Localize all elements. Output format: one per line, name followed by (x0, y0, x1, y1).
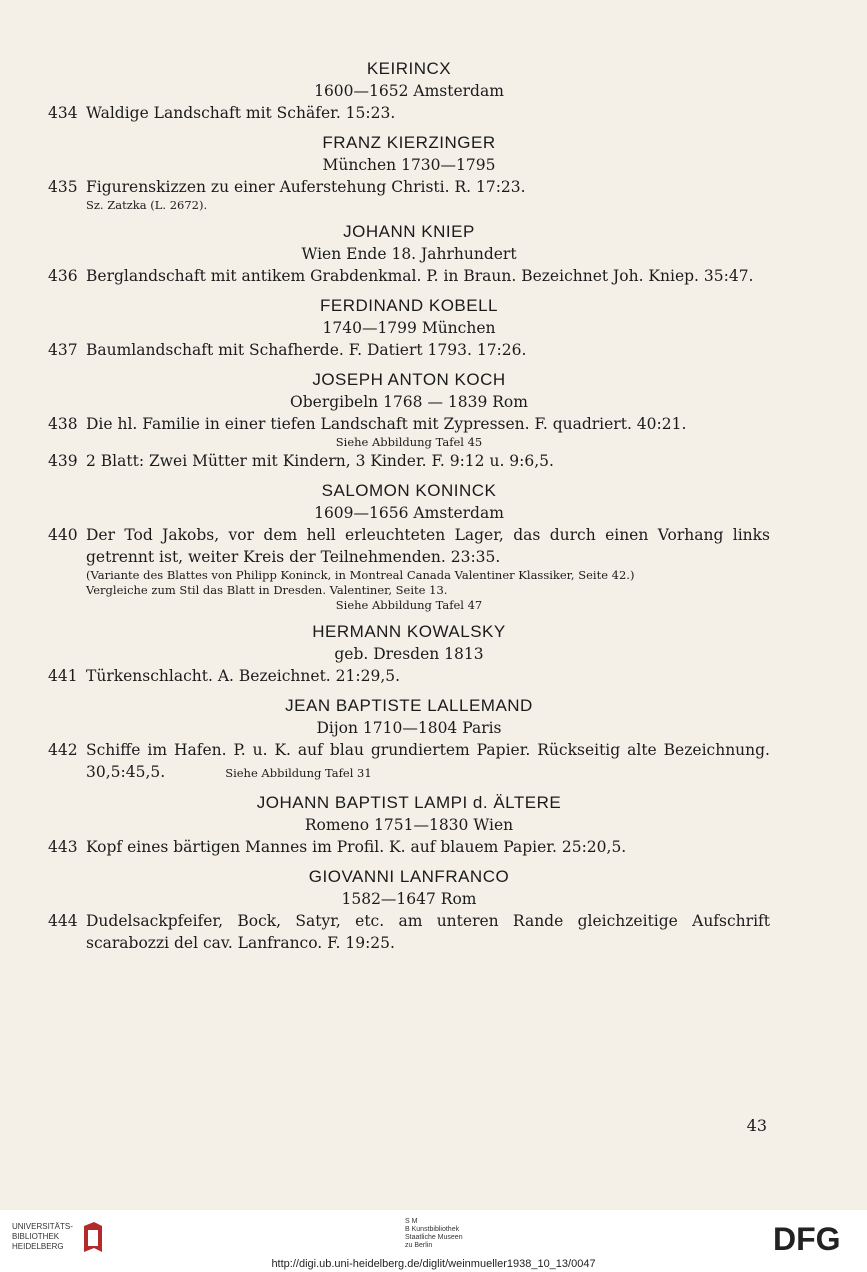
entry-number: 434 (48, 104, 78, 122)
artist-dates: 1740—1799 München (322, 319, 496, 337)
catalog-entry (48, 102, 770, 124)
entry-description (86, 265, 770, 287)
figure-reference: Siehe Abbildung Tafel 47 (335, 598, 483, 612)
entry-number: 440 (48, 526, 78, 544)
catalog-entry (48, 339, 770, 361)
entry-text: Kopf eines bärtigen Mannes im Profil. K. auf blauem Papier. 25:20,5. (86, 838, 627, 856)
artist-section (48, 295, 770, 361)
entry-description (86, 524, 770, 568)
artist-section (48, 621, 770, 687)
entry-text: Waldige Landschaft mit Schäfer. 15:23. (86, 104, 396, 122)
artist-section (48, 132, 770, 213)
entry-text: 2 Blatt: Zwei Mütter mit Kindern, 3 Kinder. F. 9:12 u. 9:6,5. (86, 452, 554, 470)
artist-dates: 1600—1652 Amsterdam (314, 82, 504, 100)
artist-section (48, 369, 770, 472)
artist-dates: Romeno 1751—1830 Wien (304, 816, 514, 834)
catalog-entry (48, 176, 770, 198)
figure-reference: Siehe Abbildung Tafel 31 (225, 766, 372, 780)
entry-text: Türkenschlacht. A. Bezeichnet. 21:29,5. (86, 667, 401, 685)
artist-section (48, 792, 770, 858)
entry-description (86, 739, 770, 784)
entry-description (86, 450, 770, 472)
catalog-content (48, 50, 770, 954)
dfg-logo-icon (773, 1222, 855, 1254)
artist-name: JEAN BAPTISTE LALLEMAND (285, 696, 533, 715)
artist-name: JOHANN BAPTIST LAMPI d. ÄLTERE (256, 793, 562, 812)
entry-number: 443 (48, 838, 78, 856)
entry-number: 442 (48, 741, 78, 759)
dfg-logo-text: DFG (773, 1222, 841, 1254)
entry-note: Sz. Zatzka (L. 2672). (86, 198, 208, 212)
artist-section (48, 695, 770, 784)
entry-number: 441 (48, 667, 78, 685)
figure-reference: Siehe Abbildung Tafel 45 (335, 435, 483, 449)
artist-name: KEIRINCX (366, 59, 452, 78)
artist-section (48, 866, 770, 954)
artist-name: FERDINAND KOBELL (319, 296, 499, 315)
catalog-entry (48, 910, 770, 954)
university-name: UNIVERSITÄTS- BIBLIOTHEK HEIDELBERG (12, 1222, 73, 1251)
artist-dates: 1609—1656 Amsterdam (314, 504, 504, 522)
library-emblem-icon (82, 1222, 104, 1254)
artist-dates: München 1730—1795 (322, 156, 496, 174)
artist-section (48, 58, 770, 124)
university-library-logo[interactable] (12, 1222, 132, 1256)
artist-section (48, 221, 770, 287)
source-url-link[interactable]: http://digi.ub.uni-heidelberg.de/diglit/weinmueller1938_10_13/0047 (271, 1258, 596, 1270)
artist-section (48, 480, 770, 613)
entry-text: Die hl. Familie in einer tiefen Landschaft mit Zypressen. F. quadriert. 40:21. (86, 415, 687, 433)
entry-text: Figurenskizzen zu einer Auferstehung Christi. R. 17:23. (86, 178, 526, 196)
entry-description (86, 836, 770, 858)
entry-text: Schiffe im Hafen. P. u. K. auf blau grundiertem Papier. Rückseitig alte Bezeichnung. 30,5:45,5. (86, 741, 770, 781)
entry-description (86, 665, 770, 687)
artist-name: JOHANN KNIEP (343, 222, 475, 241)
entry-number: 435 (48, 178, 78, 196)
dfg-logo[interactable] (773, 1222, 855, 1254)
entry-number: 438 (48, 415, 78, 433)
artist-name: GIOVANNI LANFRANCO (308, 867, 510, 886)
catalog-entry (48, 836, 770, 858)
entry-description (86, 413, 770, 435)
artist-name: SALOMON KONINCK (321, 481, 497, 500)
footer-bar (0, 1210, 867, 1272)
catalog-entry (48, 265, 770, 287)
catalog-entry (48, 739, 770, 784)
catalog-entry (48, 524, 770, 568)
artist-name: FRANZ KIERZINGER (322, 133, 496, 152)
artist-dates: Wien Ende 18. Jahrhundert (301, 245, 517, 263)
entry-number: 437 (48, 341, 78, 359)
artist-dates: 1582—1647 Rom (341, 890, 477, 908)
entry-note: Vergleiche zum Stil das Blatt in Dresden. Valentiner, Seite 13. (86, 583, 448, 597)
entry-text: Baumlandschaft mit Schafherde. F. Datiert 1793. 17:26. (86, 341, 527, 359)
sm-kunstbibliothek-logo[interactable]: S M B Kunstbibliothek Staatliche Museen zu Berlin (405, 1218, 463, 1249)
entry-text: Der Tod Jakobs, vor dem hell erleuchteten Lager, das durch einen Vorhang links getrennt ist, weiter Kreis der Teilnehmenden. 23:35. (86, 526, 770, 566)
entry-note: (Variante des Blattes von Philipp Koninck, in Montreal Canada Valentiner Klassiker, Seite 42.) (86, 568, 635, 582)
artist-dates: geb. Dresden 1813 (334, 645, 484, 663)
artist-name: HERMANN KOWALSKY (312, 622, 506, 641)
artist-dates: Obergibeln 1768 — 1839 Rom (290, 393, 528, 411)
entry-text: Dudelsackpfeifer, Bock, Satyr, etc. am unteren Rande gleichzeitige Aufschrift scarabozzi del cav. Lanfranco. F. 19:25. (86, 912, 770, 952)
entry-number: 439 (48, 452, 78, 470)
artist-name: JOSEPH ANTON KOCH (312, 370, 506, 389)
catalog-entry (48, 450, 770, 472)
catalog-entry (48, 413, 770, 435)
page-number: 43 (746, 1116, 767, 1135)
catalog-entry (48, 665, 770, 687)
entry-text: Berglandschaft mit antikem Grabdenkmal. P. in Braun. Bezeichnet Joh. Kniep. 35:47. (86, 267, 754, 285)
entry-description (86, 176, 770, 198)
entry-number: 436 (48, 267, 78, 285)
entry-description (86, 910, 770, 954)
entry-description (86, 339, 770, 361)
entry-description (86, 102, 770, 124)
artist-dates: Dijon 1710—1804 Paris (316, 719, 502, 737)
entry-number: 444 (48, 912, 78, 930)
